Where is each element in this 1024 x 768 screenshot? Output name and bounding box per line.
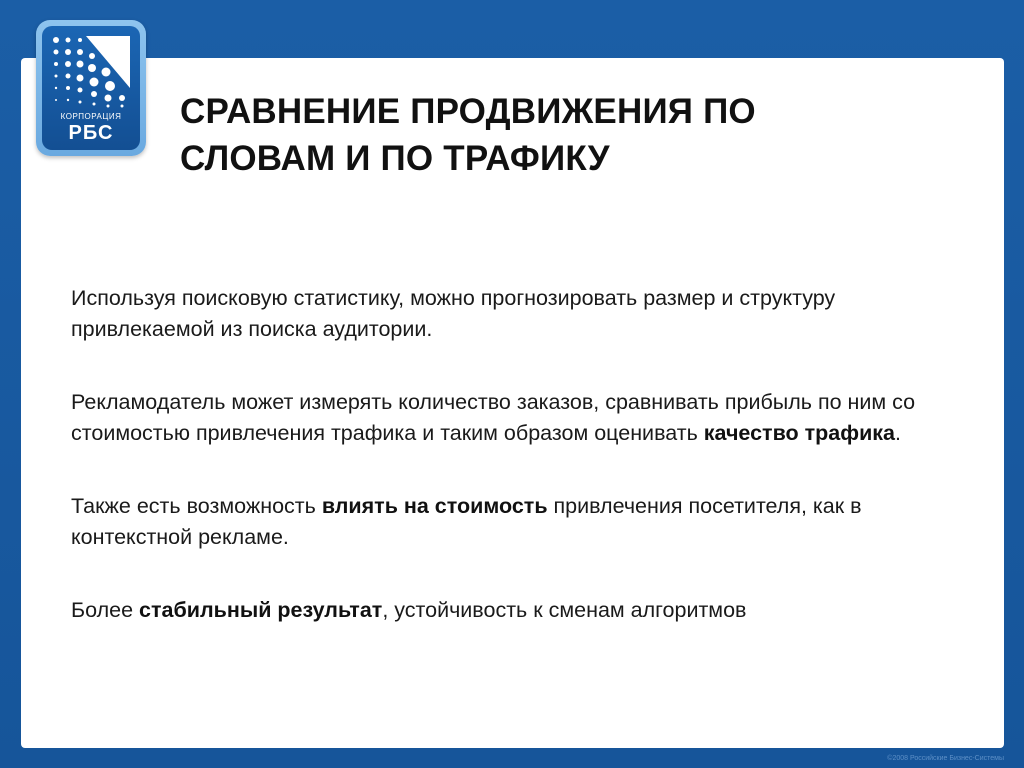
paragraph-stable-result bbox=[71, 595, 971, 626]
paragraph-advertiser-metrics bbox=[71, 387, 971, 449]
paragraph-2-emphasis: качество трафика bbox=[703, 421, 895, 445]
slide-title-line-2: СЛОВАМ И ПО ТРАФИКУ bbox=[180, 139, 610, 178]
paragraph-2-end: . bbox=[895, 421, 901, 445]
logo-brand-name: РБС bbox=[68, 122, 114, 144]
paragraph-4-start: Более bbox=[71, 598, 140, 622]
logo-emblem bbox=[42, 26, 140, 150]
slide-title-line-1: СРАВНЕНИЕ ПРОДВИЖЕНИЯ ПО bbox=[180, 92, 756, 131]
slide-title bbox=[180, 88, 960, 182]
paragraph-3-start: Также есть возможность bbox=[71, 494, 322, 518]
company-logo bbox=[36, 20, 146, 156]
paragraph-cost-influence bbox=[71, 491, 971, 553]
paragraph-4-end: , устойчивость к сменам алгоритмов bbox=[382, 598, 747, 622]
paragraph-1-text: Используя поисковую статистику, можно прогнозировать размер и структуру привлекаемой из поиска аудитории. bbox=[71, 286, 836, 341]
footer-copyright: ©2008 Российские Бизнес-Системы bbox=[887, 755, 1004, 762]
paragraph-4-emphasis: стабильный результат bbox=[139, 598, 383, 622]
paragraph-3-end: привлечения посетителя, как в контекстной рекламе. bbox=[71, 494, 862, 549]
paragraph-search-statistics bbox=[71, 283, 971, 345]
paragraph-3-emphasis: влиять на стоимость bbox=[321, 494, 548, 518]
paragraph-2-text: Рекламодатель может измерять количество заказов, сравнивать прибыль по ним со стоимостью привлечения трафика и таким образом оценивать bbox=[71, 390, 916, 445]
slide-body bbox=[71, 283, 971, 626]
logo-caption: КОРПОРАЦИЯ bbox=[60, 112, 122, 121]
